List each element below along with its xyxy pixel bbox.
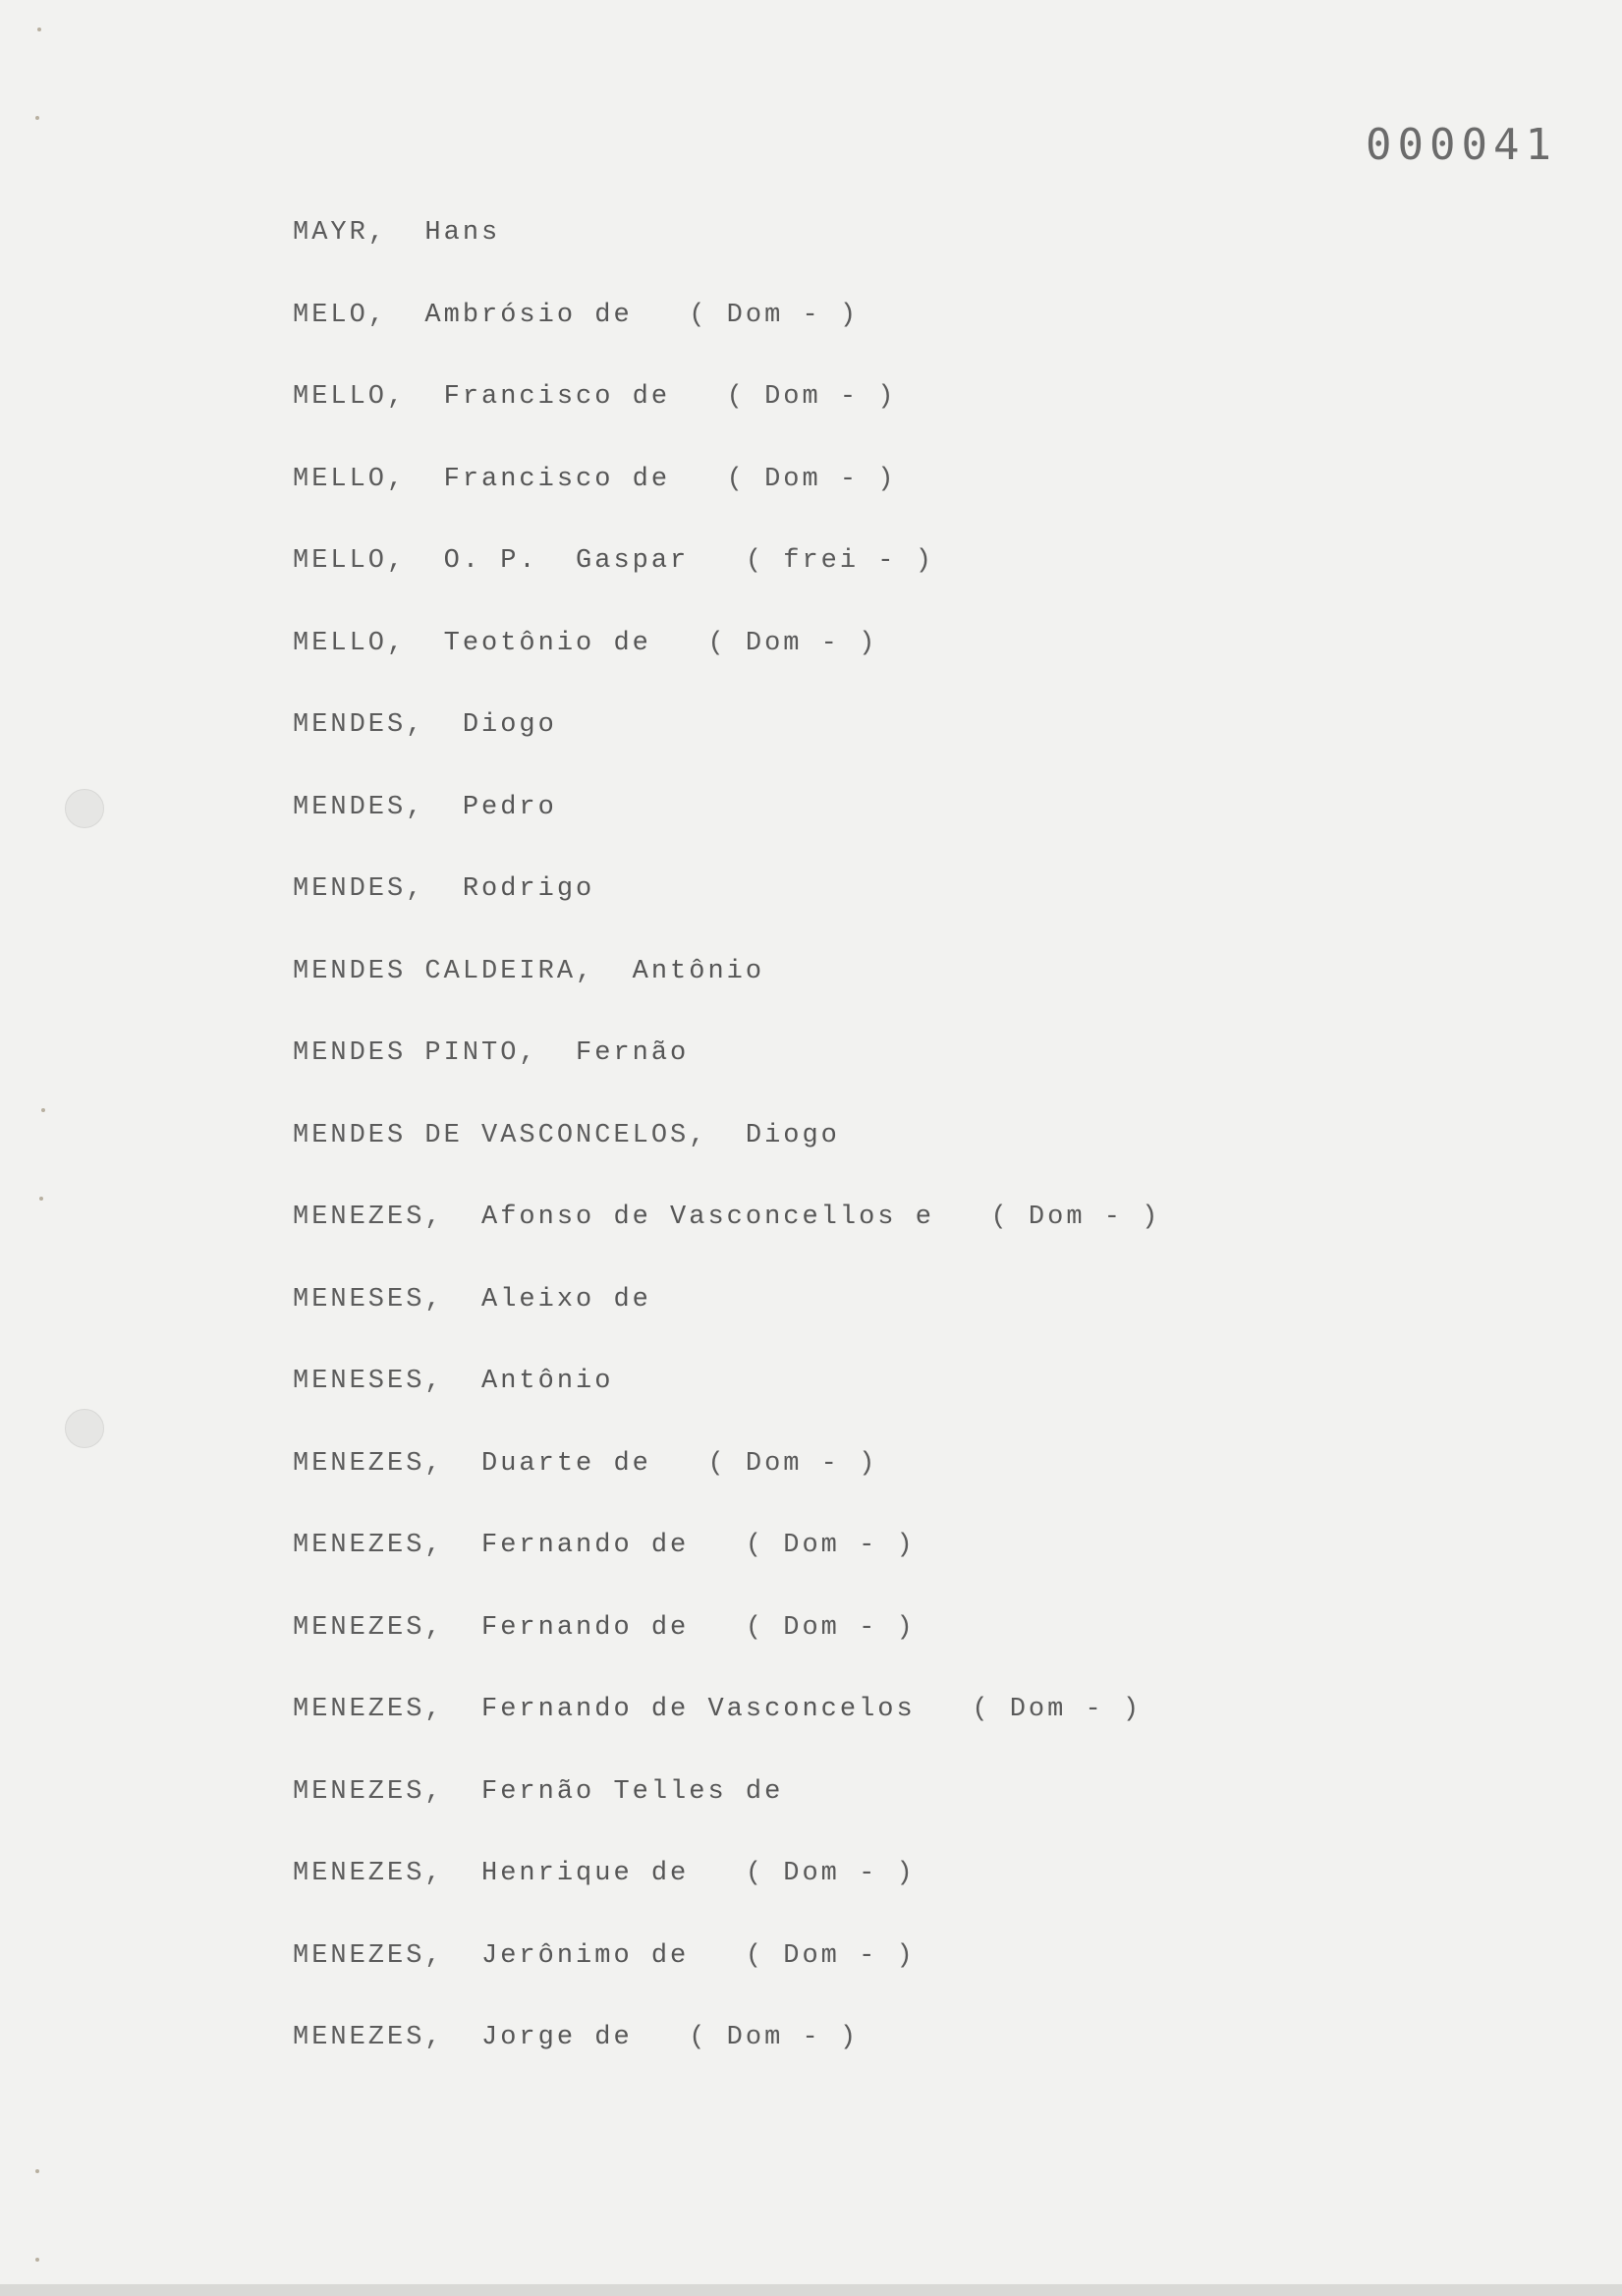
paper-speck [41, 1108, 45, 1112]
name-index-list [293, 206, 1160, 2094]
paper-speck [35, 116, 39, 120]
page-number: 000041 [1366, 120, 1557, 170]
entry-surname: MENEZES, [293, 1531, 444, 1560]
entry-honorific: ( Dom - ) [990, 1203, 1161, 1232]
punch-hole-lower [65, 1409, 104, 1448]
entry-surname: MENDES, [293, 792, 425, 822]
entry-honorific: ( Dom - ) [689, 300, 860, 330]
entry-surname: MENDES, [293, 710, 425, 740]
entry-given-name: Aleixo de [481, 1284, 651, 1315]
paper-speck [37, 28, 41, 31]
paper-speck [39, 1197, 43, 1201]
entry-given-name: Francisco de [443, 382, 671, 412]
index-entry [293, 1765, 1160, 1848]
entry-surname: MENDES CALDEIRA, [293, 956, 595, 986]
entry-honorific: ( Dom - ) [726, 464, 897, 494]
index-entry [293, 1191, 1160, 1273]
entry-honorific: ( Dom - ) [972, 1695, 1143, 1724]
index-entry [293, 781, 1160, 864]
entry-surname: MENEZES, [293, 1612, 444, 1643]
entry-surname: MENDES DE VASCONCELOS, [293, 1120, 708, 1150]
entry-honorific: ( Dom - ) [745, 1859, 916, 1888]
paper-speck [35, 2258, 39, 2262]
index-entry [293, 1519, 1160, 1601]
entry-surname: MENEZES, [293, 1859, 444, 1888]
entry-given-name: Fernando de [481, 1531, 690, 1560]
entry-honorific: ( Dom - ) [707, 1448, 878, 1479]
entry-given-name: Fernão [576, 1038, 690, 1068]
entry-honorific: ( Dom - ) [689, 2023, 860, 2052]
index-entry [293, 2011, 1160, 2094]
entry-given-name: Jorge de [481, 2023, 633, 2052]
entry-honorific: ( Dom - ) [745, 1612, 916, 1643]
entry-honorific: ( Dom - ) [726, 382, 897, 412]
index-entry [293, 1027, 1160, 1109]
entry-surname: MENDES PINTO, [293, 1038, 538, 1068]
entry-given-name: Pedro [462, 792, 557, 822]
index-entry [293, 699, 1160, 781]
index-entry [293, 1109, 1160, 1192]
index-entry [293, 1847, 1160, 1930]
index-entry [293, 1601, 1160, 1684]
index-entry [293, 289, 1160, 371]
entry-surname: MELLO, [293, 464, 407, 494]
entry-given-name: Fernão Telles de [481, 1776, 784, 1807]
scan-edge [0, 2284, 1622, 2296]
entry-surname: MENDES, [293, 874, 425, 904]
index-entry [293, 1930, 1160, 2012]
entry-given-name: Ambrósio de [424, 300, 633, 330]
index-entry [293, 617, 1160, 700]
entry-given-name: Afonso de Vasconcellos e [481, 1203, 934, 1232]
entry-surname: MENEZES, [293, 1203, 444, 1232]
entry-surname: MELLO, [293, 628, 407, 658]
entry-surname: MENESES, [293, 1284, 444, 1315]
index-entry [293, 945, 1160, 1028]
index-entry [293, 863, 1160, 945]
entry-given-name: Henrique de [481, 1859, 690, 1888]
index-entry [293, 206, 1160, 289]
entry-surname: MELO, [293, 300, 388, 330]
punch-hole-upper [65, 789, 104, 828]
entry-given-name: Fernando de [481, 1612, 690, 1643]
entry-surname: MAYR, [293, 218, 388, 248]
entry-honorific: ( frei - ) [745, 546, 934, 576]
entry-given-name: Diogo [745, 1120, 840, 1150]
entry-surname: MELLO, [293, 382, 407, 412]
entry-surname: MENEZES, [293, 1448, 444, 1479]
entry-surname: MENESES, [293, 1367, 444, 1396]
entry-given-name: Antônio [481, 1367, 614, 1396]
entry-given-name: Jerônimo de [481, 1940, 690, 1971]
entry-honorific: ( Dom - ) [707, 628, 878, 658]
entry-surname: MENEZES, [293, 1776, 444, 1807]
index-entry [293, 370, 1160, 453]
index-entry [293, 1437, 1160, 1520]
entry-given-name: Hans [424, 218, 501, 248]
entry-given-name: Francisco de [443, 464, 671, 494]
entry-surname: MELLO, [293, 546, 407, 576]
entry-honorific: ( Dom - ) [745, 1531, 916, 1560]
entry-given-name: O. P. Gaspar [443, 546, 690, 576]
entry-given-name: Rodrigo [462, 874, 595, 904]
entry-given-name: Teotônio de [443, 628, 651, 658]
index-entry [293, 1273, 1160, 1356]
entry-given-name: Duarte de [481, 1448, 651, 1479]
entry-given-name: Diogo [462, 710, 557, 740]
entry-surname: MENEZES, [293, 1695, 444, 1724]
index-entry [293, 453, 1160, 535]
entry-honorific: ( Dom - ) [745, 1940, 916, 1971]
entry-surname: MENEZES, [293, 2023, 444, 2052]
index-entry [293, 1355, 1160, 1437]
entry-given-name: Antônio [632, 956, 765, 986]
paper-speck [35, 2169, 39, 2173]
entry-given-name: Fernando de Vasconcelos [481, 1695, 916, 1724]
index-entry [293, 1683, 1160, 1765]
index-entry [293, 534, 1160, 617]
entry-surname: MENEZES, [293, 1940, 444, 1971]
